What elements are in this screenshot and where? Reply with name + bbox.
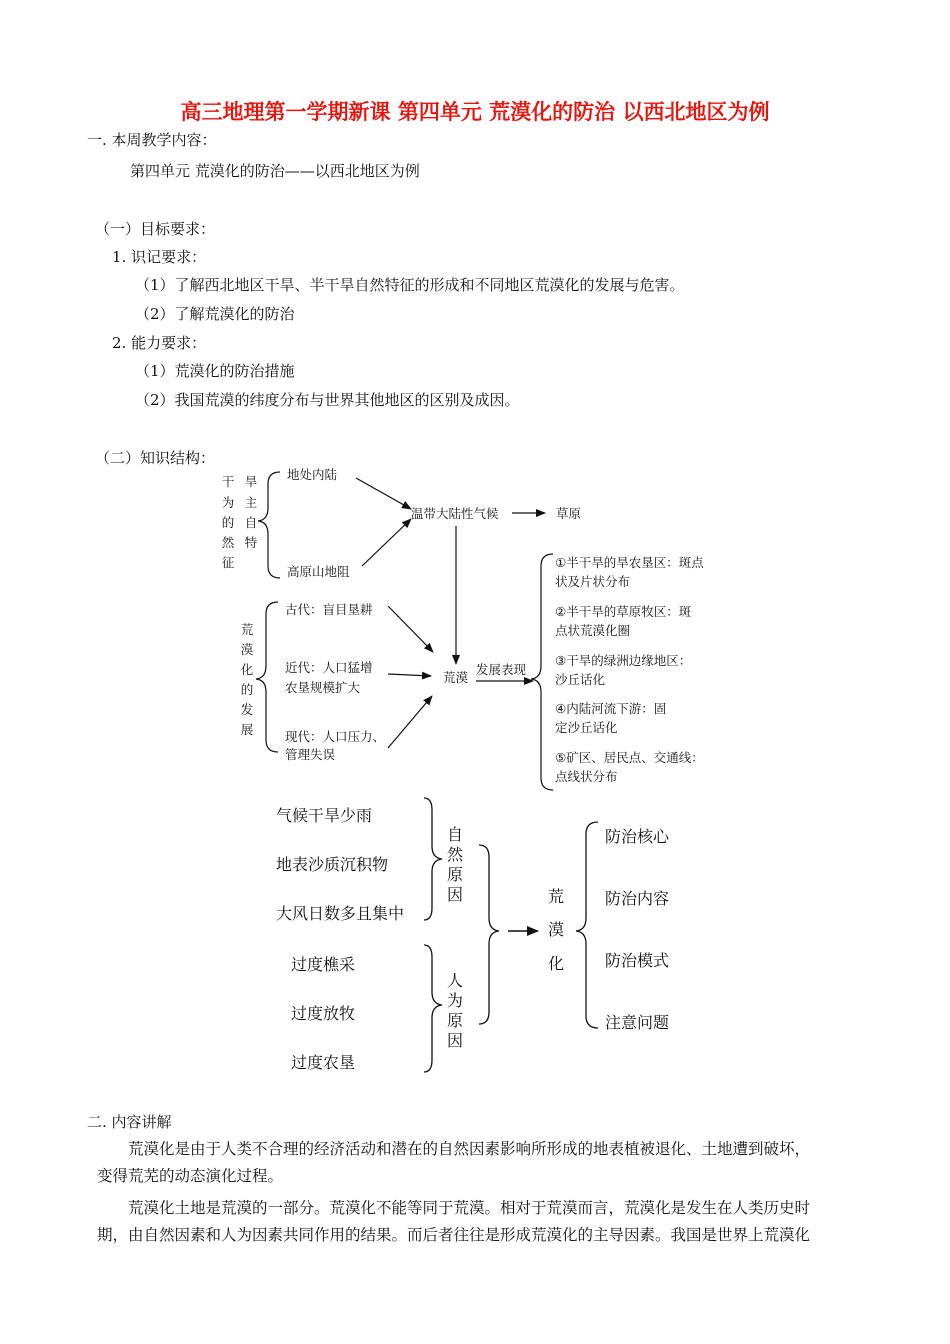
brace-outcomes [576,822,598,1028]
causes-diagram [0,790,950,1080]
dev-label-1: 漠 [240,642,254,657]
feature-label-col1-2: 的 [221,515,235,530]
stage-modern-1: 近代：人口猛增 [285,660,373,675]
brace-causes [479,845,499,1024]
natural-label-0: 自 [446,825,464,844]
center-char-1: 漠 [547,920,565,939]
knowledge-heading: （二）知识结构： [95,449,216,467]
dev-label-3: 的 [240,682,254,697]
feature-label-col1-4: 征 [221,555,235,570]
feature-label-col2-1: 主 [244,495,258,510]
section-2-heading: 二. 内容讲解 [87,1113,172,1131]
ability-item-1: （1）荒漠化的防治措施 [135,362,295,380]
natural-cause-2: 地表沙质沉积物 [276,855,389,874]
natural-cause-3: 大风日数多且集中 [276,904,405,923]
result-4-line-1: ④内陆河流下游：固 [555,701,667,716]
natural-cause-1: 气候干旱少雨 [276,806,373,825]
result-5-line-2: 点线状分布 [555,769,618,784]
section-1-heading: 一. 本周教学内容： [87,131,217,149]
human-cause-1: 过度樵采 [291,955,356,974]
human-label-0: 人 [446,971,464,990]
result-2-line-2: 点状荒漠化圈 [555,623,631,638]
dev-label-4: 发 [240,702,254,717]
memory-item-2: （2）了解荒漠化的防治 [135,305,295,323]
outcome-4: 注意问题 [605,1013,670,1032]
feature-label-col1-1: 为 [221,495,235,510]
stage-today-2: 管理失误 [285,747,336,762]
dev-label-0: 荒 [240,622,254,637]
human-cause-2: 过度放牧 [291,1004,356,1023]
result-5-line-1: ⑤矿区、居民点、交通线： [555,750,704,765]
factor-inland: 地处内陆 [287,467,338,482]
feature-label-col1-3: 然 [221,535,235,550]
develop-label: 发展表现 [476,662,527,677]
result-1-line-2: 状及片状分布 [555,574,631,589]
paragraph-2-line-2: 期，由自然因素和人为因素共同作用的结果。而后者往往是形成荒漠化的主导因素。我国是世界上荒漠化 [97,1226,811,1244]
unit-title: 第四单元 荒漠化的防治——以西北地区为例 [130,162,420,180]
outcome-1: 防治核心 [605,827,670,846]
ability-item-2: （2）我国荒漠的纬度分布与世界其他地区的区别及成因。 [135,391,520,409]
climate-node: 温带大陆性气候 [411,506,499,521]
brace-natural [424,798,442,920]
natural-label-3: 因 [446,885,464,904]
paragraph-1-line-1: 荒漠化是由于人类不合理的经济活动和潜在的自然因素影响所形成的地表植被退化、土地遭到破坏， [128,1140,811,1158]
brace-features [258,472,280,578]
dev-label-5: 展 [240,722,254,737]
brace-results [531,554,553,790]
feature-label-col2-0: 旱 [244,474,258,489]
memory-requirements: 1. 识记要求： [112,248,207,266]
brace-human [424,945,442,1072]
result-3-line-1: ③干旱的绿洲边缘地区： [555,653,692,668]
feature-label-col1-0: 干 [221,474,235,489]
paragraph-2-line-1: 荒漠化土地是荒漠的一部分。荒漠化不能等同于荒漠。相对于荒漠而言，荒漠化是发生在人类历史时 [128,1199,811,1217]
feature-label-col2-3: 特 [244,535,258,550]
stage-modern-2: 农垦规模扩大 [285,680,361,695]
paragraph-1-line-2: 变得荒芜的动态演化过程。 [97,1167,284,1185]
natural-label-2: 原 [446,865,464,884]
human-cause-3: 过度农垦 [291,1053,356,1072]
human-label-1: 为 [446,991,464,1010]
human-label-3: 因 [446,1031,464,1050]
feature-label-col2-2: 自 [244,515,258,530]
page-title: 高三地理第一学期新课 第四单元 荒漠化的防治 以西北地区为例 [180,100,770,124]
dev-label-2: 化 [240,662,254,677]
outcome-2: 防治内容 [605,889,670,908]
human-label-2: 原 [446,1011,464,1030]
goals-heading: （一）目标要求： [95,220,216,238]
ability-requirements: 2. 能力要求： [112,334,207,352]
result-1-line-1: ①半干旱的旱农垦区：斑点 [555,555,704,570]
stage-ancient: 古代：盲目垦耕 [285,602,373,617]
center-char-0: 荒 [547,887,565,906]
result-3-line-2: 沙丘话化 [555,672,606,687]
center-char-2: 化 [547,954,565,973]
memory-item-1: （1）了解西北地区干旱、半干旱自然特征的形成和不同地区荒漠化的发展与危害。 [135,276,685,294]
result-4-line-2: 定沙丘话化 [555,720,618,735]
outcome-3: 防治模式 [605,951,670,970]
brace-development [256,602,278,752]
result-2-line-1: ②半干旱的草原牧区：斑 [555,604,692,619]
natural-label-1: 然 [446,845,464,864]
factor-plateau: 高原山地阻 [287,564,350,579]
steppe-node: 草原 [556,506,582,521]
desert-node: 荒漠 [443,670,469,685]
stage-today-1: 现代：人口压力、 [285,729,386,744]
